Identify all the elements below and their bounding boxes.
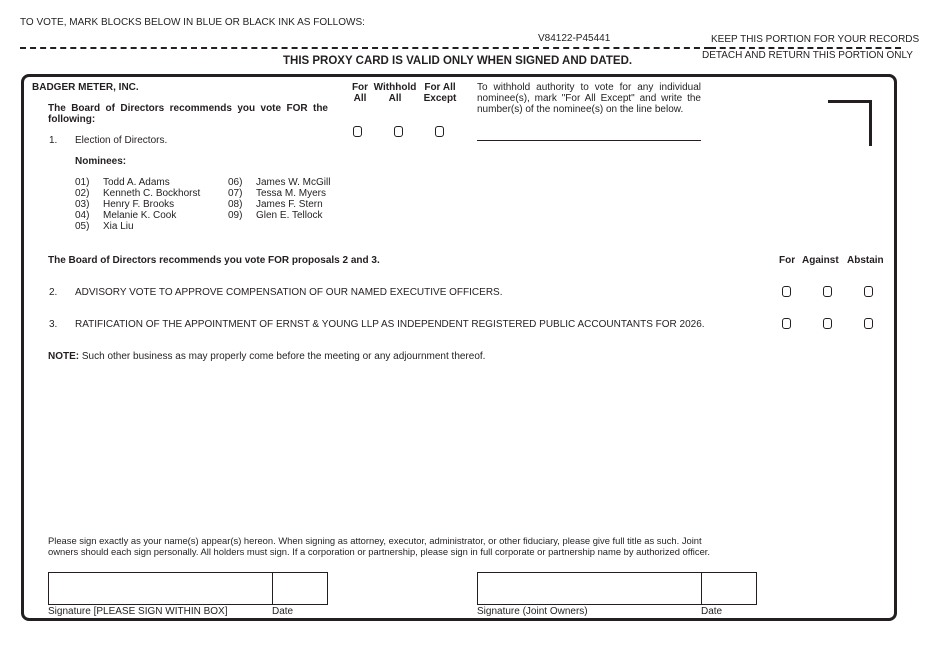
against-header: Against bbox=[802, 255, 839, 266]
item3-label: RATIFICATION OF THE APPOINTMENT OF ERNST & YOUNG LLP AS INDEPENDENT REGISTERED PUBLIC ACCOUNTANTS FOR 2026. bbox=[75, 319, 705, 330]
cut-line-right bbox=[710, 47, 901, 49]
nominee-name: Melanie K. Cook bbox=[103, 210, 177, 221]
for-all-except-header bbox=[420, 82, 460, 104]
withhold-all-header bbox=[372, 82, 418, 104]
item3-abstain-checkbox[interactable] bbox=[864, 318, 873, 329]
except-header-l2: Except bbox=[423, 93, 457, 104]
cut-line bbox=[20, 47, 710, 49]
note-text: Such other business as may properly come before the meeting or any adjournment thereof. bbox=[81, 351, 486, 362]
sign-instructions-line2: owners should each sign personally. All holders must sign. If a corporation or partnership, please sign in full corporate or partnership name by authorized officer. bbox=[48, 546, 710, 557]
item3-number: 3. bbox=[49, 319, 58, 330]
signature-date-divider bbox=[272, 572, 273, 605]
nominee-name: Tessa M. Myers bbox=[256, 188, 327, 199]
item1-label: Election of Directors. bbox=[75, 135, 168, 146]
nominee-name: Xia Liu bbox=[103, 221, 134, 232]
withhold-instructions: To withhold authority to vote for any individual nominee(s), mark "For All Except" and write the number(s) of the nominee(s) on the line below. bbox=[477, 82, 701, 115]
for-all-header bbox=[346, 82, 374, 104]
note bbox=[48, 351, 485, 362]
for-all-header-l2: All bbox=[353, 93, 367, 104]
nominee-num: 05) bbox=[75, 221, 90, 232]
item2-number: 2. bbox=[49, 287, 58, 298]
nominee-name: Henry F. Brooks bbox=[103, 199, 175, 210]
joint-date-label: Date bbox=[701, 606, 723, 617]
registration-corner-mark bbox=[828, 100, 872, 146]
item2-label: ADVISORY VOTE TO APPROVE COMPENSATION OF OUR NAMED EXECUTIVE OFFICERS. bbox=[75, 287, 503, 298]
control-number: V84122-P45441 bbox=[538, 33, 611, 44]
for-all-header-l1: For bbox=[351, 82, 369, 93]
withhold-header-l1: Withhold bbox=[373, 82, 417, 93]
for-all-except-checkbox[interactable] bbox=[435, 126, 444, 137]
withhold-header-l2: All bbox=[388, 93, 402, 104]
nominee-name: Todd A. Adams bbox=[103, 177, 170, 188]
nominee-name: James F. Stern bbox=[256, 199, 323, 210]
vote-instructions: TO VOTE, MARK BLOCKS BELOW IN BLUE OR BLACK INK AS FOLLOWS: bbox=[20, 17, 365, 28]
signature-label: Signature [PLEASE SIGN WITHIN BOX] bbox=[48, 606, 228, 617]
item1-number: 1. bbox=[49, 135, 58, 146]
nominee-num: 08) bbox=[228, 199, 243, 210]
valid-notice: THIS PROXY CARD IS VALID ONLY WHEN SIGNED AND DATED. bbox=[283, 55, 633, 67]
item3-against-checkbox[interactable] bbox=[823, 318, 832, 329]
for-header: For bbox=[779, 255, 796, 266]
nominee-name: Glen E. Tellock bbox=[256, 210, 323, 221]
nominee-num: 02) bbox=[75, 188, 90, 199]
joint-signature-label: Signature (Joint Owners) bbox=[477, 606, 588, 617]
item2-against-checkbox[interactable] bbox=[823, 286, 832, 297]
nominee-name: Kenneth C. Bockhorst bbox=[103, 188, 201, 199]
abstain-header: Abstain bbox=[847, 255, 884, 266]
keep-portion-label: KEEP THIS PORTION FOR YOUR RECORDS bbox=[711, 34, 920, 45]
withhold-all-checkbox[interactable] bbox=[394, 126, 403, 137]
nominee-name: James W. McGill bbox=[256, 177, 331, 188]
nominees-label: Nominees: bbox=[75, 156, 127, 167]
nominee-num: 09) bbox=[228, 210, 243, 221]
joint-signature-box[interactable] bbox=[477, 572, 757, 605]
joint-signature-date-divider bbox=[701, 572, 702, 605]
nominee-num: 04) bbox=[75, 210, 90, 221]
note-label: NOTE: bbox=[48, 351, 80, 362]
board-recommendation-2: The Board of Directors recommends you vote FOR proposals 2 and 3. bbox=[48, 255, 380, 266]
company-name: BADGER METER, INC. bbox=[32, 82, 139, 93]
nominee-num: 03) bbox=[75, 199, 90, 210]
nominee-num: 01) bbox=[75, 177, 90, 188]
nominee-num: 06) bbox=[228, 177, 243, 188]
nominee-num: 07) bbox=[228, 188, 243, 199]
date-label: Date bbox=[272, 606, 294, 617]
item3-for-checkbox[interactable] bbox=[782, 318, 791, 329]
board-recommendation-1: The Board of Directors recommends you vote FOR the following: bbox=[48, 103, 328, 125]
nominee-exception-line[interactable] bbox=[477, 140, 701, 141]
except-header-l1: For All bbox=[424, 82, 456, 93]
sign-instructions-line1: Please sign exactly as your name(s) appear(s) hereon. When signing as attorney, executor, administrator, or other fiduciary, please give full title as such. Joint bbox=[48, 535, 702, 546]
for-all-checkbox[interactable] bbox=[353, 126, 362, 137]
item2-for-checkbox[interactable] bbox=[782, 286, 791, 297]
detach-portion-label: DETACH AND RETURN THIS PORTION ONLY bbox=[702, 50, 913, 61]
signature-box[interactable] bbox=[48, 572, 328, 605]
item2-abstain-checkbox[interactable] bbox=[864, 286, 873, 297]
